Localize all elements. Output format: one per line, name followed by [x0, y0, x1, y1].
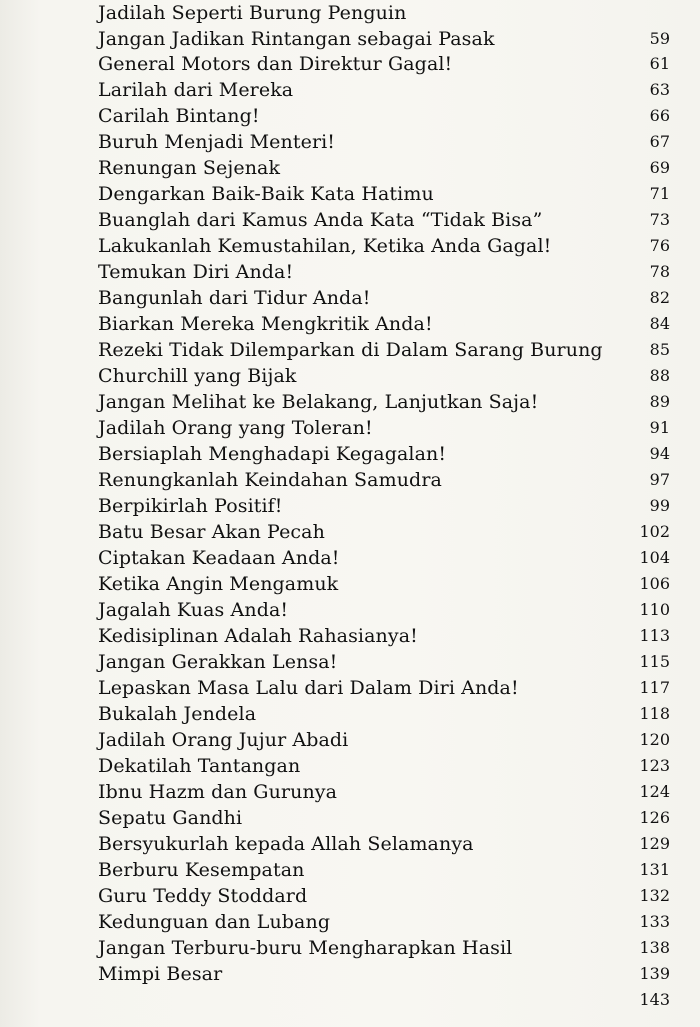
toc-entry	[0, 0, 700, 26]
toc-entry-page: 76	[649, 236, 670, 255]
toc-entry-page: 66	[649, 106, 670, 125]
toc-entry	[0, 415, 700, 441]
toc-entry	[0, 519, 700, 545]
toc-entry-page: 69	[649, 158, 670, 177]
toc-entry	[0, 649, 700, 675]
toc-entry-page: 124	[639, 782, 670, 801]
toc-entry-title: Ketika Angin Mengamuk	[98, 573, 339, 595]
toc-entry-title: Jangan Gerakkan Lensa!	[98, 651, 338, 673]
toc-entry-page: 120	[639, 730, 670, 749]
toc-entry-title: Jangan Jadikan Rintangan sebagai Pasak	[98, 28, 495, 50]
toc-entry-title: Jadilah Orang Jujur Abadi	[98, 729, 349, 751]
toc-entry-page: 85	[649, 340, 670, 359]
toc-entry-page: 129	[639, 834, 670, 853]
toc-entry	[0, 545, 700, 571]
toc-entry	[0, 857, 700, 883]
toc-entry-page: 123	[639, 756, 670, 775]
toc-entry	[0, 805, 700, 831]
toc-entry-title: Churchill yang Bijak	[98, 365, 297, 387]
toc-entry-page: 132	[639, 886, 670, 905]
toc-entry-title: Guru Teddy Stoddard	[98, 885, 308, 907]
toc-entry-title: Dengarkan Baik-Baik Kata Hatimu	[98, 183, 434, 205]
toc-entry-page: 139	[639, 964, 670, 983]
toc-entry	[0, 181, 700, 207]
toc-entry-page: 126	[639, 808, 670, 827]
toc-entry-page: 73	[649, 210, 670, 229]
toc-entry-title: Biarkan Mereka Mengkritik Anda!	[98, 313, 433, 335]
toc-entry-title: Buruh Menjadi Menteri!	[98, 131, 336, 153]
toc-entry	[0, 675, 700, 701]
toc-entry	[0, 909, 700, 935]
toc-entry	[0, 155, 700, 181]
toc-entry-title: General Motors dan Direktur Gagal!	[98, 53, 453, 75]
toc-entry-page: 138	[639, 938, 670, 957]
toc-entry-page: 84	[649, 314, 670, 333]
toc-entry-page: 88	[649, 366, 670, 385]
toc-entry-page: 89	[649, 392, 670, 411]
toc-entry	[0, 779, 700, 805]
toc-entry-title: Batu Besar Akan Pecah	[98, 521, 325, 543]
toc-entry-title: Dekatilah Tantangan	[98, 755, 301, 777]
toc-entry	[0, 831, 700, 857]
toc-entry	[0, 337, 700, 363]
toc-entry-page: 94	[649, 444, 670, 463]
toc-entry-title: Temukan Diri Anda!	[98, 261, 294, 283]
toc-entry	[0, 26, 700, 52]
toc-entry-page: 91	[649, 418, 670, 437]
toc-entry-title: Jadilah Seperti Burung Penguin	[98, 2, 407, 24]
toc-entry-page: 131	[639, 860, 670, 879]
toc-entry-title: Jagalah Kuas Anda!	[98, 599, 289, 621]
toc-entry	[0, 259, 700, 285]
toc-entry-title: Kedisiplinan Adalah Rahasianya!	[98, 625, 418, 647]
toc-entry-page: 110	[639, 600, 670, 619]
toc-entry-page: 99	[649, 496, 670, 515]
toc-entry	[0, 51, 700, 77]
toc-entry	[0, 285, 700, 311]
toc-entry-page: 59	[649, 29, 670, 48]
toc-entry	[0, 883, 700, 909]
toc-entry-title: Berpikirlah Positif!	[98, 495, 283, 517]
toc-entry-title: Rezeki Tidak Dilemparkan di Dalam Sarang Burung	[98, 339, 603, 361]
toc-entry	[0, 493, 700, 519]
toc-entry-page: 97	[649, 470, 670, 489]
toc-entry-page: 106	[639, 574, 670, 593]
toc-entry	[0, 961, 700, 987]
toc-entry-page: 78	[649, 262, 670, 281]
toc-entry-page: 143	[639, 990, 670, 1009]
toc-entry-title: Larilah dari Mereka	[98, 79, 294, 101]
toc-entry	[0, 389, 700, 415]
toc-entry-title: Bangunlah dari Tidur Anda!	[98, 287, 371, 309]
toc-entry-title: Jangan Terburu-buru Mengharapkan Hasil	[98, 937, 513, 959]
toc-entry-page: 115	[639, 652, 670, 671]
toc-entry-title: Jadilah Orang yang Toleran!	[98, 417, 373, 439]
toc-entry	[0, 363, 700, 389]
toc-entry	[0, 311, 700, 337]
toc-entry-page: 113	[639, 626, 670, 645]
toc-entry-page: 82	[649, 288, 670, 307]
toc-entry-page: 133	[639, 912, 670, 931]
toc-entry	[0, 623, 700, 649]
toc-entry-title: Carilah Bintang!	[98, 105, 260, 127]
toc-entry	[0, 207, 700, 233]
toc-entry	[0, 441, 700, 467]
toc-entry	[0, 103, 700, 129]
toc-entry-title: Ciptakan Keadaan Anda!	[98, 547, 340, 569]
toc-entry-title: Renungkanlah Keindahan Samudra	[98, 469, 442, 491]
toc-entry	[0, 727, 700, 753]
toc-entry-title: Ibnu Hazm dan Gurunya	[98, 781, 338, 803]
toc-entry	[0, 233, 700, 259]
toc-entry	[0, 467, 700, 493]
toc-entry-page: 104	[639, 548, 670, 567]
toc-entry	[0, 753, 700, 779]
toc-entry	[0, 701, 700, 727]
toc-entry-title: Lakukanlah Kemustahilan, Ketika Anda Gagal!	[98, 235, 552, 257]
toc-entry-title: Sepatu Gandhi	[98, 807, 243, 829]
toc-entry-page: 63	[649, 80, 670, 99]
toc-entry	[0, 987, 700, 1013]
toc-entry-page: 67	[649, 132, 670, 151]
toc-entry-title: Bukalah Jendela	[98, 703, 257, 725]
toc-entry	[0, 597, 700, 623]
toc-entry	[0, 571, 700, 597]
toc-entry-page: 117	[639, 678, 670, 697]
toc-entry-title: Bersyukurlah kepada Allah Selamanya	[98, 833, 474, 855]
toc-entry-title: Bersiaplah Menghadapi Kegagalan!	[98, 443, 447, 465]
toc-entry	[0, 935, 700, 961]
toc-entry-title: Kedunguan dan Lubang	[98, 911, 331, 933]
toc-entry-title: Buanglah dari Kamus Anda Kata “Tidak Bisa”	[98, 209, 543, 231]
toc-entry-page: 71	[649, 184, 670, 203]
toc-entry	[0, 129, 700, 155]
toc-entry-page: 61	[649, 54, 670, 73]
toc-entry-title: Berburu Kesempatan	[98, 859, 305, 881]
toc-entry-title: Lepaskan Masa Lalu dari Dalam Diri Anda!	[98, 677, 519, 699]
toc-entry-page: 118	[639, 704, 670, 723]
toc-entry-title: Jangan Melihat ke Belakang, Lanjutkan Saja!	[98, 391, 539, 413]
toc-entry-title: Mimpi Besar	[98, 963, 223, 985]
toc-entry-title: Renungan Sejenak	[98, 157, 281, 179]
toc-entry-page: 102	[639, 522, 670, 541]
toc-entry	[0, 77, 700, 103]
